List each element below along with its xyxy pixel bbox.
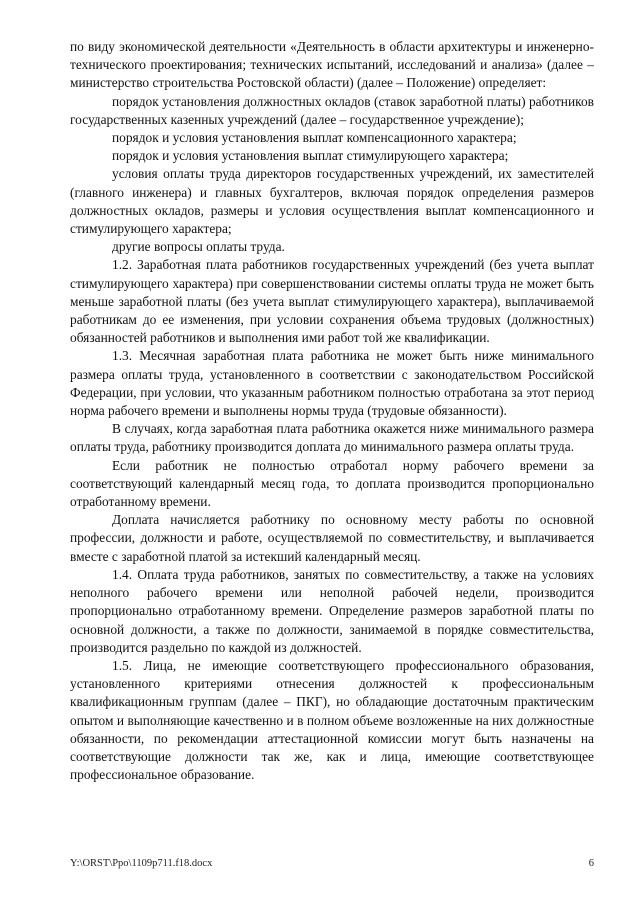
paragraph-salary-order: порядок установления должностных окладов (ставок заработной платы) работников государственных казенных учреждений (далее – государственное учреждение); [70,93,594,127]
paragraph-compensation-payments: порядок и условия установления выплат компенсационного характера; [112,130,517,146]
paragraph-1-3: 1.3. Месячная заработная плата работника не может быть ниже минимального размера оплаты труда, установленного в соответствии с законодательством Российской Федерации, при условии, что указанным работником полностью отработана за этот период норма рабочего времени и выполнены нормы труда (трудовые обязанности). [70,348,594,419]
paragraph-director-pay-conditions: условия оплаты труда директоров государственных учреждений, их заместителей (главного инженера) и главных бухгалтеров, включая порядок определения размеров должностных окладов, размеры и условия осуществления выплат компенсационного и стимулирующего характера; [70,166,594,237]
paragraph-1-5: 1.5. Лица, не имеющие соответствующего профессионального образования, установленного критериями отнесения должностей к профессиональным квалификационным группам (далее – ПКГ), но обладающие достаточным практическим опытом и выполняющие качественно и в полном объеме возложенные на них должностные обязанности, по рекомендации аттестационной комиссии могут быть назначены на соответствующие должности так же, как и лица, имеющие соответствующее профессиональное образование. [70,657,594,783]
paragraph-incomplete-norm: Если работник не полностью отработал норму рабочего времени за соответствующий календарный месяц года, то доплата производится пропорционально отработанному времени. [70,457,594,510]
paragraph-incentive-payments: порядок и условия установления выплат стимулирующего характера; [112,148,509,164]
paragraph-surcharge-accrual: Доплата начисляется работнику по основному месту работы по основной профессии, должности и работе, осуществляемой по совместительству, и выплачивается вместе с заработной платой за истекший календарный месяц. [70,512,594,564]
page-number: 6 [588,858,594,869]
paragraph-continuation: по виду экономической деятельности «Деятельность в области архитектуры и инженерно-технического проектирования; технических испытаний, исследований и анализа» (далее – министерство строительства Ростовской области) (далее – Положение) определяет: [70,39,594,91]
paragraph-minimum-wage-cases: В случаях, когда заработная плата работника окажется ниже минимального размера оплаты труда, работнику производится доплата до минимального размера оплаты труда. [70,421,594,455]
document-body [70,38,594,784]
footer-file-path: Y:\ORST\Ppo\1109p711.f18.docx [70,858,213,869]
paragraph-1-2: 1.2. Заработная плата работников государственных учреждений (без учета выплат стимулирующего характера) при совершенствовании системы оплаты труда не может быть меньше заработной платы (без учета выплат стимулирующего характера), выплачиваемой работникам до ее изменения, при условии сохранения объема трудовых (должностных) обязанностей работников и выполнения ими работ той же квалификации. [70,257,594,346]
paragraph-1-4: 1.4. Оплата труда работников, занятых по совместительству, а также на условиях неполного рабочего времени или неполной рабочей недели, производится пропорционально отработанному времени. Определение размеров заработной платы по основной должности, а также по должности, занимаемой в порядке совместительства, производится раздельно по каждой из должностей. [70,566,594,655]
paragraph-other-questions: другие вопросы оплаты труда. [112,239,285,255]
